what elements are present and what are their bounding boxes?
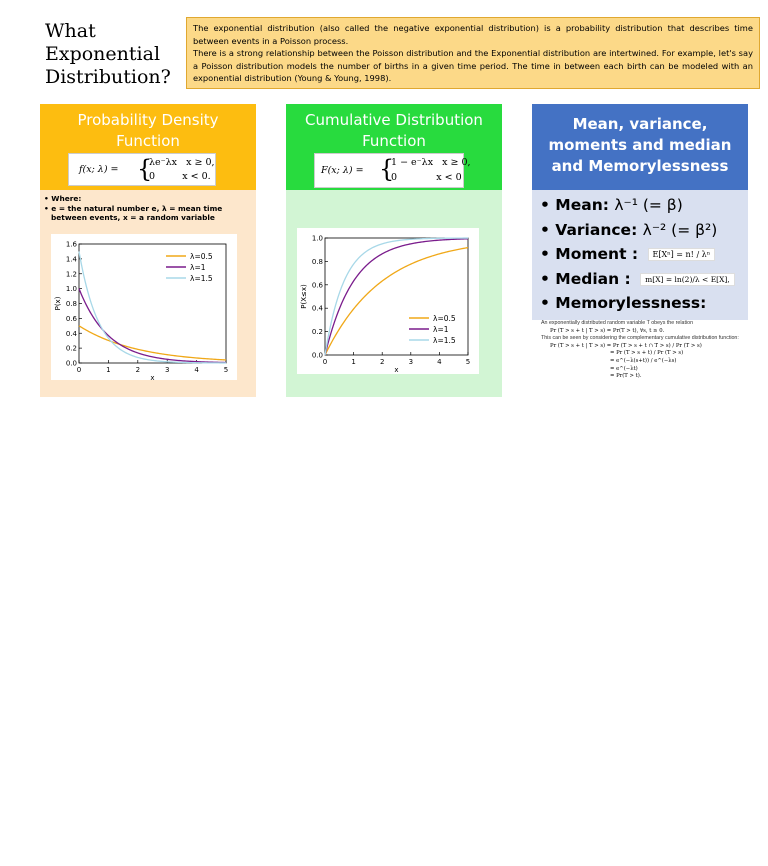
- memo-line-6: = e^(−λ(s+t)) / e^(−λs): [610, 357, 677, 364]
- y-tick-label: 1.2: [65, 270, 77, 279]
- title-line-3: Distribution?: [45, 66, 171, 88]
- y-tick-label: 1.4: [65, 255, 77, 264]
- legend-label-1: λ=0.5: [433, 314, 456, 323]
- cdf-title: Cumulative Distribution Function: [305, 111, 483, 150]
- stats-panel: [532, 104, 748, 397]
- x-tick-label: 5: [223, 366, 229, 374]
- plot-frame: [79, 244, 226, 363]
- x-axis-label: x: [394, 366, 399, 374]
- memo-line-7: = e^(−λt): [610, 365, 638, 372]
- mean-label: • Mean:: [540, 196, 609, 214]
- cdf-formula-lhs: F(x; λ) =: [321, 165, 364, 176]
- cdf-chart: [297, 228, 479, 374]
- stats-properties: [540, 196, 746, 319]
- cdf-formula-case-2: 0 x < 0: [391, 172, 462, 183]
- stats-header: [532, 104, 748, 190]
- stats-title: Mean, variance, moments and median and Memorylessness: [548, 115, 732, 175]
- moment-formula: E[Xⁿ] = n! / λⁿ: [648, 248, 716, 261]
- y-tick-label: 0.2: [65, 344, 77, 353]
- median-formula: m[X] = ln(2)/λ < E[X],: [640, 273, 735, 286]
- pdf-where-title: • Where:: [44, 194, 82, 203]
- y-tick-label: 0.0: [65, 359, 77, 368]
- x-tick-label: 0: [322, 358, 328, 366]
- memoryless-derivation: [532, 320, 748, 428]
- variance-value: λ⁻² (= β²): [642, 220, 718, 239]
- pdf-header: [40, 104, 256, 190]
- cdf-formula-case-1: 1 − e⁻λx x ≥ 0,: [391, 157, 471, 168]
- title-line-1: What: [45, 20, 96, 42]
- x-tick-label: 1: [351, 358, 356, 366]
- intro-paragraph-2: There is a strong relationship between the Poisson distribution and the Exponential distribution are intertwined. For example, let's say a Poisson distribution models the number of births in a given time period. The time in between each birth can be modeled with an exponential distribution (Young & Young, 1998).: [193, 48, 753, 84]
- pdf-chart-svg: [51, 234, 237, 380]
- y-tick-label: 0.4: [65, 329, 77, 338]
- y-tick-label: 0.2: [311, 328, 323, 337]
- mean-value: λ⁻¹ (= β): [614, 196, 683, 214]
- cdf-formula: [314, 153, 471, 188]
- y-tick-label: 0.6: [65, 314, 77, 323]
- legend-label-3: λ=1.5: [190, 274, 213, 283]
- pdf-chart: [51, 234, 237, 380]
- memo-line-1: An exponentially distributed random variable T obeys the relation: [541, 320, 694, 326]
- x-tick-label: 3: [408, 358, 414, 366]
- legend-label-2: λ=1: [190, 263, 206, 272]
- pdf-panel: [40, 104, 256, 397]
- moment-row: [540, 245, 746, 270]
- x-tick-label: 5: [465, 358, 471, 366]
- y-tick-label: 1.0: [65, 285, 77, 294]
- x-tick-label: 4: [194, 366, 199, 374]
- intro-box: [186, 17, 760, 89]
- y-axis-label: P(X≤x): [300, 284, 308, 309]
- pdf-formula: [68, 153, 216, 186]
- median-label: • Median :: [540, 269, 631, 288]
- x-tick-label: 4: [437, 358, 442, 366]
- mean-row: [540, 196, 746, 221]
- memo-line-4: Pr (T > s + t | T > s) = Pr (T > s + t ∩ T > s) / Pr (T > s): [550, 342, 702, 349]
- y-tick-label: 1.0: [311, 234, 323, 243]
- title-line-2: Exponential: [45, 43, 161, 65]
- cdf-formula-brace: {: [379, 155, 395, 183]
- x-tick-label: 3: [164, 366, 170, 374]
- y-axis-label: P(x): [54, 296, 62, 311]
- y-tick-label: 0.6: [311, 281, 323, 290]
- memo-line-8: = Pr(T > t).: [610, 373, 642, 380]
- pdf-where-notes: [44, 194, 252, 223]
- cdf-chart-svg: [297, 228, 479, 374]
- memoryless-row: [540, 294, 746, 319]
- moment-label: • Moment :: [540, 245, 639, 263]
- memoryless-label: • Memorylessness:: [540, 294, 707, 312]
- memo-line-5: = Pr (T > s + t) / Pr (T > s): [610, 350, 684, 357]
- variance-row: [540, 221, 746, 246]
- y-tick-label: 0.8: [65, 300, 77, 308]
- legend-label-3: λ=1.5: [433, 336, 456, 345]
- y-tick-label: 1.6: [65, 240, 77, 249]
- x-tick-label: 2: [135, 366, 141, 374]
- pdf-formula-case-1: λe⁻λx x ≥ 0,: [149, 157, 215, 168]
- y-tick-label: 0.4: [311, 304, 323, 313]
- intro-paragraph-1: The exponential distribution (also called the negative exponential distribution) is a probability distribution that describes time between events in a Poisson process.: [193, 23, 753, 46]
- pdf-formula-lhs: f(x; λ) =: [79, 164, 119, 175]
- y-tick-label: 0.8: [311, 257, 323, 266]
- variance-label: • Variance:: [540, 220, 638, 239]
- median-row: [540, 270, 746, 295]
- memo-line-2: Pr (T > s + t | T > s) = Pr(T > t), ∀s, t ≥ 0.: [550, 327, 665, 334]
- memo-line-3: This can be seen by considering the complementary cumulative distribution function:: [541, 335, 739, 342]
- cdf-header: [286, 104, 502, 190]
- pdf-where-text: • e = the natural number e, λ = mean time between events, x = a random variable: [44, 203, 223, 223]
- page-title: [45, 20, 185, 89]
- x-tick-label: 2: [379, 358, 385, 366]
- cdf-panel: [286, 104, 502, 397]
- legend-label-1: λ=0.5: [190, 252, 213, 261]
- x-tick-label: 0: [76, 366, 82, 374]
- pdf-formula-brace: {: [137, 155, 153, 183]
- y-tick-label: 0.0: [311, 351, 323, 360]
- legend-label-2: λ=1: [433, 325, 449, 334]
- pdf-formula-case-2: 0 x < 0.: [149, 171, 211, 182]
- x-tick-label: 1: [106, 366, 111, 374]
- series-line-1: [79, 326, 226, 360]
- x-axis-label: x: [150, 374, 155, 380]
- pdf-title: Probability Density Function: [77, 111, 219, 150]
